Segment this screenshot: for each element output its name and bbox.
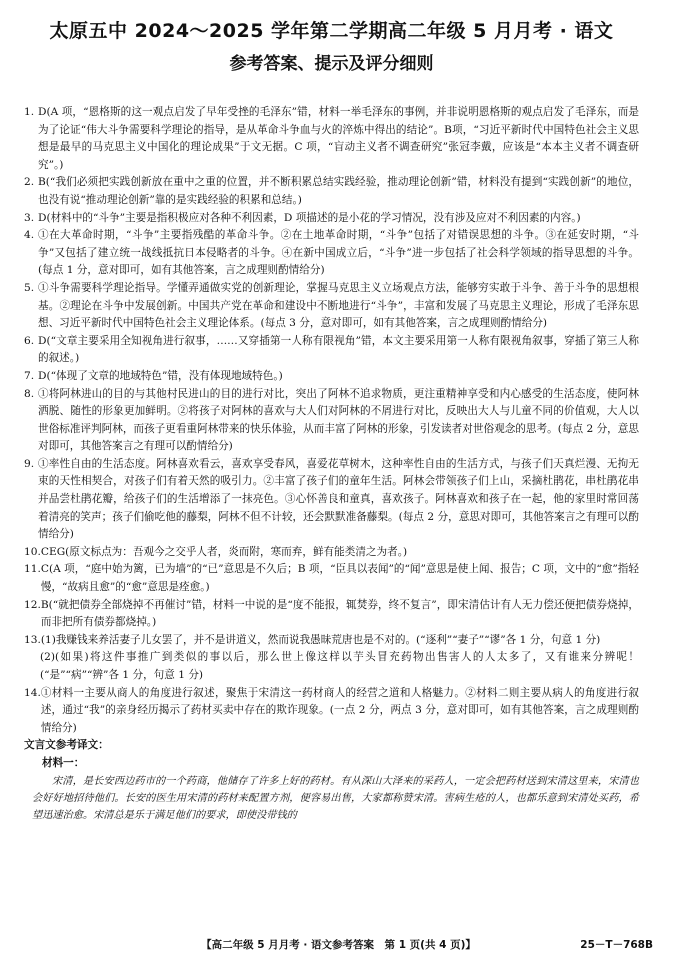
answer-item-8 (24, 386, 639, 456)
answer-text: C(A 项，“庭中始为篱，已为墙”的“已”意思是不久后；B 项，“臣具以表闻”的“闻”意思是使上闻、报告；C 项，文中的“愈”指轻慢，“故病且愈”的“愈”意思是痊愈。) (40, 563, 639, 594)
answer-item-5 (24, 280, 639, 333)
answer-text: (1)我赚钱来养活妻子儿女罢了，并不是讲道义，然而说我愚昧荒唐也是不对的。(“逐利”“妻子”“谬”各 1 分，句意 1 分) (40, 633, 601, 646)
answer-number: 13. (24, 633, 41, 646)
translation-text: 宋清，是长安西边药市的一个药商，他储存了许多上好的药材。有从深山大泽来的采药人，一定会把药材送到宋清这里来，宋清也会好好地招待他们。长安的医生用宋清的药材来配置方剂，便容易出售，大家都称赞宋清。害病生疮的人，也都乐意到宋清处买药，希望迅速治愈。宋清总是乐于满足他们的要求，即使没带钱的 (32, 775, 639, 821)
answer-text: ①在大革命时期，“斗争”主要指残酷的革命斗争。②在土地革命时期，“斗争”包括了对错误思想的斗争。③在延安时期，“斗争”又包括了建立统一战线抵抗日本侵略者的斗争。④在新中国成立后，“斗争”进一步包括了社会科学领域的指导思想的斗争。(每点 1 分，意对即可，如有其他答案，言之成理则酌情给分) (38, 229, 639, 277)
answer-number: 6. (24, 334, 35, 347)
material-label: 材料一： (42, 756, 85, 769)
answer-item-7 (24, 368, 639, 386)
answer-number: 12. (24, 598, 41, 611)
answer-text: D(“体现了文章的地域特色”错，没有体现地域特色。) (38, 369, 283, 382)
answer-item-12 (24, 597, 639, 632)
answer-number: 9. (24, 457, 35, 470)
answer-text: (2)(如果)将这件事推广到类似的事以后，那么世上像这样以芋头冒充药物出售害人的人太多了，又有谁来分辨呢！(“是”“病”“辨”各 1 分，句意 1 分) (40, 651, 639, 681)
answer-number: 7. (24, 369, 35, 382)
answer-item-11 (24, 561, 639, 596)
answer-text: D(“文章主要采用全知视角进行叙事，……又穿插第一人称有限视角”错，本文主要采用第一人称有限视角叙事，穿插了第三人称的叙述。) (38, 334, 639, 365)
answer-item-13-part-2 (24, 649, 639, 684)
answer-item-3 (24, 210, 639, 228)
answer-item-6 (24, 333, 639, 368)
answer-item-1 (24, 104, 639, 174)
answer-item-9 (24, 456, 639, 544)
answer-number: 3. (24, 211, 35, 224)
answer-item-13 (24, 632, 639, 650)
answer-number: 8. (24, 387, 35, 400)
answer-text: D(材料中的“斗争”主要是指积极应对各种不利因素，D 项描述的是小花的学习情况，没有涉及应对不利因素的内容。) (38, 211, 581, 224)
answer-text: ①材料一主要从商人的角度进行叙述，聚焦于宋清这一药材商人的经营之道和人格魅力。②材料二则主要从病人的角度进行叙述，通过“我”的亲身经历揭示了药材买卖中存在的欺诈现象。(一点 2 分，两点 3 分，意对即可，如有其他答案，言之成理则酌情给分) (40, 686, 639, 734)
page-title: 太原五中 2024～2025 学年第二学期高二年级 5 月月考 · 语文 (49, 20, 614, 42)
answer-text: B(“我们必须把实践创新放在重中之重的位置，并不断积累总结实践经验，推动理论创新”错，材料没有提到“实践创新”的地位，也没有说“推动理论创新”靠的是实践经验的积累和总结。) (38, 176, 639, 206)
answer-list (24, 104, 639, 737)
answer-number: 5. (24, 281, 35, 294)
translation-heading: 文言文参考译文： (24, 739, 109, 752)
answer-number: 11. (24, 563, 41, 576)
answer-text: B(“就把债券全部烧掉不再催讨”错，材料一中说的是“度不能报，辄焚券，终不复言”，即宋清估计有人无力偿还便把债券烧掉，而非把所有债券都烧掉。) (40, 598, 639, 629)
answer-text: ①将阿林进山的目的与其他村民进山的目的进行对比，突出了阿林不追求物质，更注重精神享受和内心感受的生活态度，使阿林洒脱、随性的形象更加鲜明。②将孩子对阿林的喜欢与大人们对阿林的不屑进行对比，反映出大人与儿童不同的价值观，大人以世俗标准评判阿林，而孩子更看重阿林带来的快乐体验，从而丰富了阿林的形象，引发读者对世俗观念的思考。(每点 2 分，意思对即可，其他答案言之有理可以酌情给分) (38, 387, 639, 453)
answer-number: 2. (24, 176, 35, 189)
page-footer (24, 937, 653, 952)
answer-text: ①率性自由的生活态度。阿林喜欢看云，喜欢享受春风，喜爱花草树木，这种率性自由的生活方式，与孩子们天真烂漫、无拘无束的天性相契合，对孩子们有着天然的吸引力。②丰富了孩子们的童年生活。阿林会带领孩子们上山，采摘杜鹃花，串杜鹃花串并品尝杜鹃花瓣，给孩子们的生活增添了一抹亮色。③心怀善良和童真，喜欢孩子。阿林喜欢和孩子在一起，他的家里时常回荡着清亮的笑声；孩子们偷吃他的藤梨，阿林不但不计较，还会默默准备藤梨。(每点 2 分，意思对即可，其他答案言之有理可以酌情给分) (38, 457, 639, 541)
answer-number: 10. (24, 545, 41, 558)
answer-text: CEG(原文标点为：吾观今之交乎人者，炎而附，寒而弃，鲜有能类清之为者。) (40, 545, 408, 558)
footer-page-info: 【高二年级 5 月月考 · 语文参考答案 第 1 页(共 4 页)】 (201, 939, 476, 951)
footer-doc-code: 25－T－768B (580, 939, 653, 951)
answer-item-4 (24, 227, 639, 280)
answer-number: 1. (24, 106, 35, 118)
answer-item-2 (24, 174, 639, 209)
answer-text: D(A 项，“恩格斯的这一观点启发了早年受挫的毛泽东”错，材料一举毛泽东的事例，并非说明恩格斯的观点启发了毛泽东，而是为了论证“伟大斗争需要科学理论的指导，是从革命斗争血与火的淬炼中得出的结论”。B项，“习近平新时代中国特色社会主义思想是最早的马克思主义中国化的理论成果”于文无据。C 项，“盲动主义者不调查研究”张冠李戴，应该是“本本主义者不调查研究”。) (38, 106, 639, 171)
answer-text: ①斗争需要科学理论指导。学懂弄通做实党的创新理论，掌握马克思主义立场观点方法，能够穷实敢于斗争、善于斗争的思想根基。②理论在斗争中发展创新。中国共产党在革命和建设中不断地进行“斗争”，丰富和发展了马克思主义理论，形成了毛泽东思想、习近平新时代中国特色社会主义理论体系。(每点 3 分，意对即可，如有其他答案，言之成理则酌情给分) (38, 281, 639, 330)
answer-item-14 (24, 685, 639, 738)
answer-item-10 (24, 544, 639, 562)
page-subtitle: 参考答案、提示及评分细则 (229, 54, 434, 74)
answer-number: 14. (24, 686, 41, 699)
answer-number: 4. (24, 229, 35, 242)
